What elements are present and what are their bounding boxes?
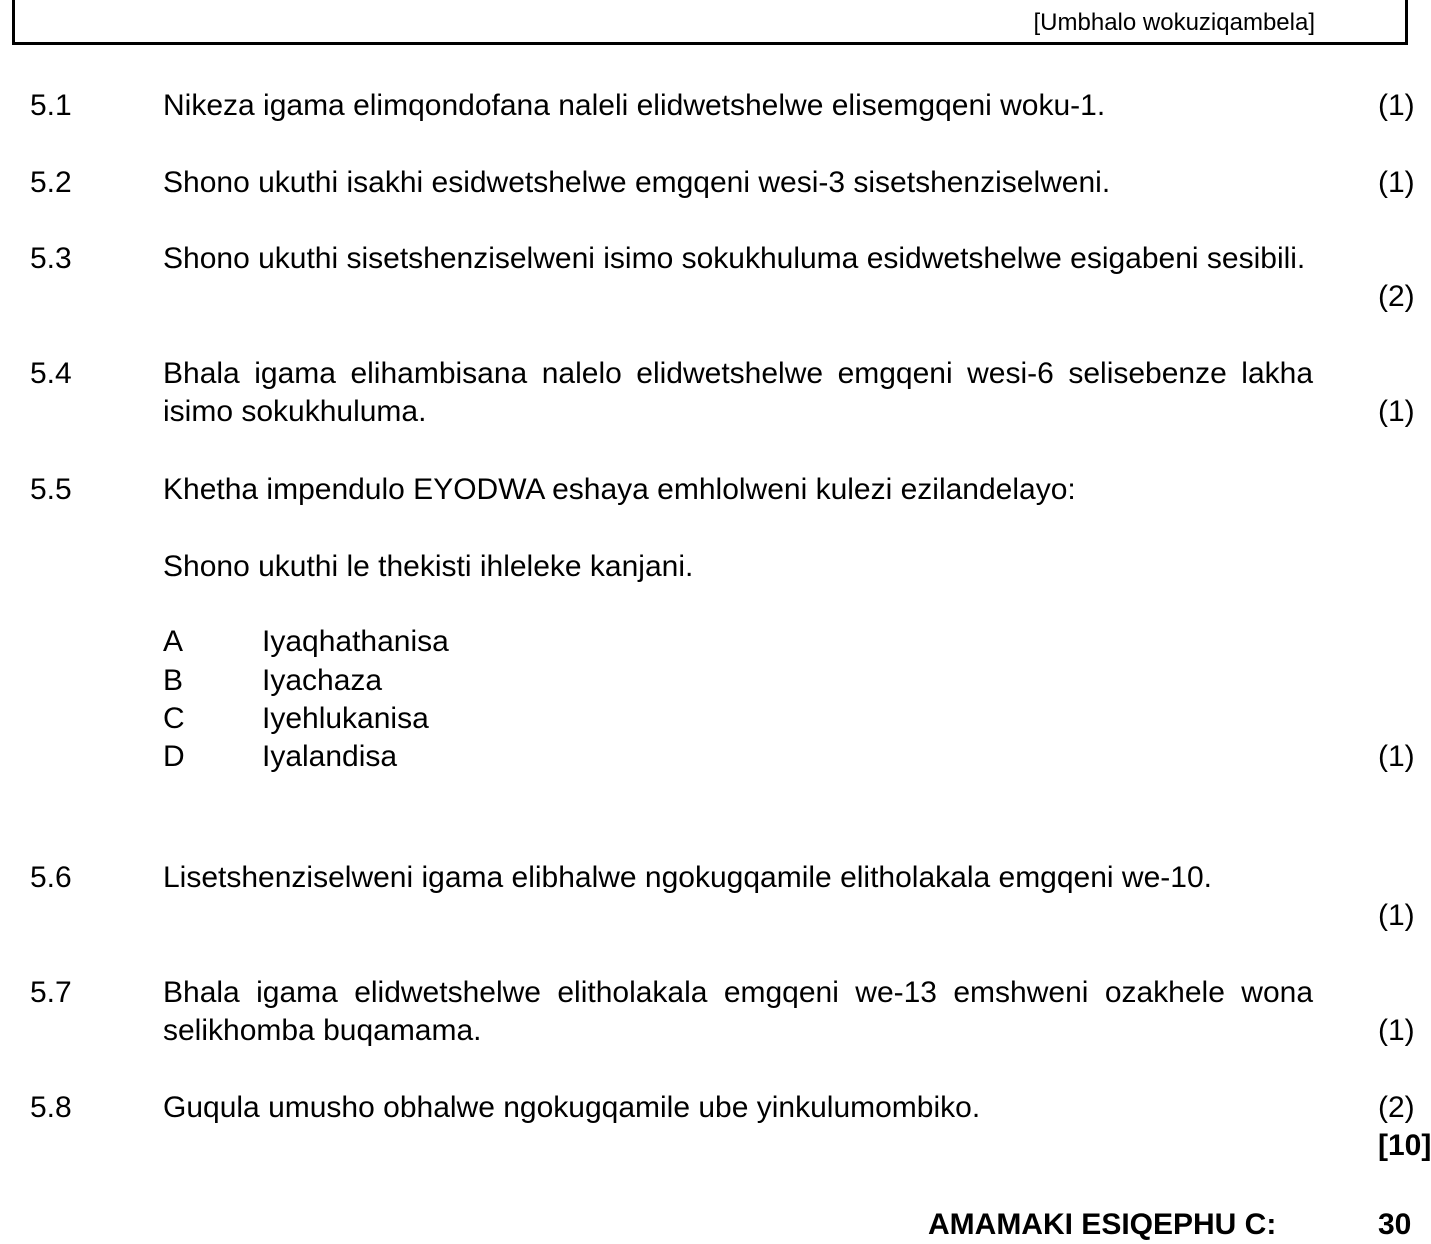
option-text: Iyehlukanisa xyxy=(262,702,429,735)
question-number: 5.8 xyxy=(30,1091,72,1124)
option-text: Iyaqhathanisa xyxy=(262,625,449,658)
question-number: 5.2 xyxy=(30,166,72,199)
question-marks: (1) xyxy=(1378,166,1415,199)
question-marks: (1) xyxy=(1378,740,1415,773)
source-caption: [Umbhalo wokuziqambela] xyxy=(1033,9,1315,36)
question-number: 5.3 xyxy=(30,242,72,275)
option-text: Iyalandisa xyxy=(262,740,398,773)
question-text: Lisetshenziselweni igama elibhalwe ngokugqamile elitholakala emgqeni we-10. xyxy=(163,861,1212,894)
question-marks: (1) xyxy=(1378,395,1415,428)
question-text: Khetha impendulo EYODWA eshaya emhlolweni kulezi ezilandelayo: xyxy=(163,473,1076,506)
question-number: 5.7 xyxy=(30,976,72,1009)
source-text-box xyxy=(12,0,1408,45)
question-text: Shono ukuthi sisetshenziselweni isimo sokukhuluma esidwetshelwe esigabeni sesibili. xyxy=(163,242,1306,275)
question-number: 5.5 xyxy=(30,473,72,506)
question-text: Bhala igama elihambisana nalelo elidwetshelwe emgqeni wesi-6 selisebenze lakha isimo sokukhuluma. xyxy=(163,357,1313,428)
option-letter: C xyxy=(163,702,185,735)
question-marks: (1) xyxy=(1378,899,1415,932)
question-number: 5.6 xyxy=(30,861,72,894)
section-total-value: 30 xyxy=(1378,1208,1412,1241)
option-text: Iyachaza xyxy=(262,664,383,697)
question-marks: (1) xyxy=(1378,1014,1415,1047)
question-number: 5.4 xyxy=(30,357,72,390)
question-text: Guqula umusho obhalwe ngokugqamile ube yinkulumombiko. xyxy=(163,1091,981,1124)
question-total-marks: [10] xyxy=(1378,1129,1431,1162)
option-letter: A xyxy=(163,625,184,658)
question-marks: (2) xyxy=(1378,280,1415,313)
question-subtext: Shono ukuthi le thekisti ihleleke kanjani. xyxy=(163,550,694,583)
question-text: Bhala igama elidwetshelwe elitholakala emgqeni we-13 emshweni ozakhele wona selikhomba buqamama. xyxy=(163,976,1313,1047)
question-text: Shono ukuthi isakhi esidwetshelwe emgqeni wesi-3 sisetshenziselweni. xyxy=(163,166,1111,199)
question-marks: (2) xyxy=(1378,1091,1415,1124)
question-number: 5.1 xyxy=(30,89,72,122)
section-total-label: AMAMAKI ESIQEPHU C: xyxy=(928,1208,1277,1241)
question-text: Nikeza igama elimqondofana naleli elidwetshelwe elisemgqeni woku-1. xyxy=(163,89,1106,122)
option-letter: D xyxy=(163,740,185,773)
option-letter: B xyxy=(163,664,184,697)
question-marks: (1) xyxy=(1378,89,1415,122)
